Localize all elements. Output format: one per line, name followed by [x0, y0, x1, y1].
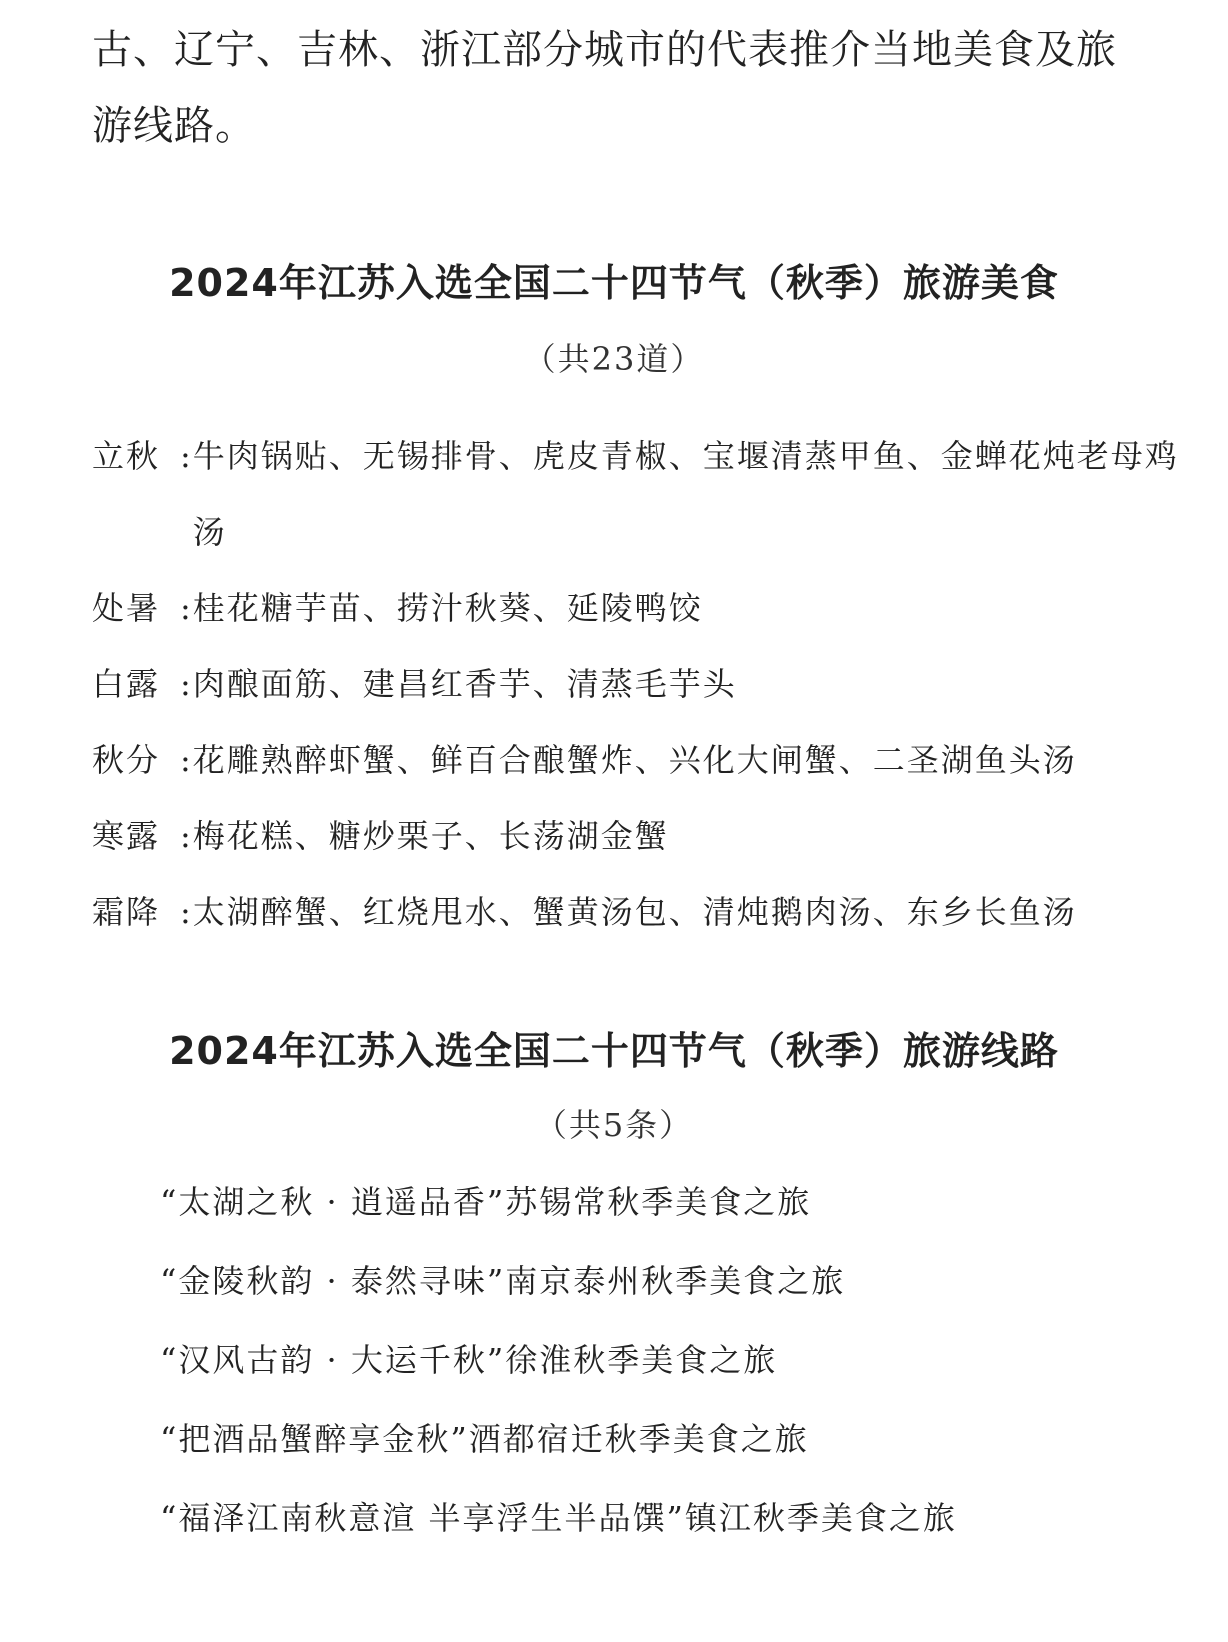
solar-term-label: 处暑	[92, 589, 161, 627]
food-section-title: 2024年江苏入选全国二十四节气（秋季）旅游美食	[169, 261, 1059, 305]
term-colon: :	[180, 437, 193, 475]
food-items: 桂花糖芋苗、捞汁秋葵、延陵鸭饺	[192, 589, 703, 627]
term-colon: :	[180, 741, 193, 779]
food-section-subtitle: （共23道）	[523, 340, 705, 378]
route-item: “福泽江南秋意渲 半享浮生半品馔”镇江秋季美食之旅	[160, 1499, 957, 1537]
food-entry-qiufen	[92, 722, 1182, 798]
food-entry-liqiu	[92, 418, 1182, 570]
route-list	[160, 1163, 1140, 1558]
food-items: 梅花糕、糖炒栗子、长荡湖金蟹	[192, 817, 669, 855]
term-colon: :	[180, 893, 193, 931]
intro-line-2: 游线路。	[92, 103, 256, 149]
food-entry-bailu	[92, 646, 1182, 722]
route-item: “汉风古韵 · 大运千秋”徐淮秋季美食之旅	[160, 1341, 778, 1379]
food-entry-hanlu	[92, 798, 1182, 874]
solar-term-label: 寒露	[92, 817, 161, 855]
food-entry-shuangjiang	[92, 874, 1182, 950]
food-items: 太湖醉蟹、红烧甩水、蟹黄汤包、清炖鹅肉汤、东乡长鱼汤	[192, 893, 1077, 931]
term-colon: :	[180, 665, 193, 703]
intro-line-1: 古、辽宁、吉林、浙江部分城市的代表推介当地美食及旅	[92, 27, 1117, 73]
route-item: “把酒品蟹醉享金秋”酒都宿迁秋季美食之旅	[160, 1420, 809, 1458]
food-entry-chushu	[92, 570, 1182, 646]
route-item: “金陵秋韵 · 泰然寻味”南京泰州秋季美食之旅	[160, 1262, 846, 1300]
route-section-title: 2024年江苏入选全国二十四节气（秋季）旅游线路	[169, 1029, 1059, 1073]
intro-paragraph	[92, 12, 1172, 164]
food-items: 牛肉锅贴、无锡排骨、虎皮青椒、宝堰清蒸甲鱼、金蝉花炖老母鸡汤	[192, 437, 1179, 551]
food-items: 花雕熟醉虾蟹、鲜百合酿蟹炸、兴化大闸蟹、二圣湖鱼头汤	[192, 741, 1077, 779]
route-section-subtitle: （共5条）	[534, 1106, 694, 1144]
solar-term-label: 秋分	[92, 741, 161, 779]
term-colon: :	[180, 589, 193, 627]
food-list	[92, 418, 1182, 950]
food-items: 肉酿面筋、建昌红香芋、清蒸毛芋头	[192, 665, 737, 703]
solar-term-label: 立秋	[92, 437, 161, 475]
route-item: “太湖之秋 · 逍遥品香”苏锡常秋季美食之旅	[160, 1183, 812, 1221]
solar-term-label: 霜降	[92, 893, 161, 931]
solar-term-label: 白露	[92, 665, 161, 703]
term-colon: :	[180, 817, 193, 855]
